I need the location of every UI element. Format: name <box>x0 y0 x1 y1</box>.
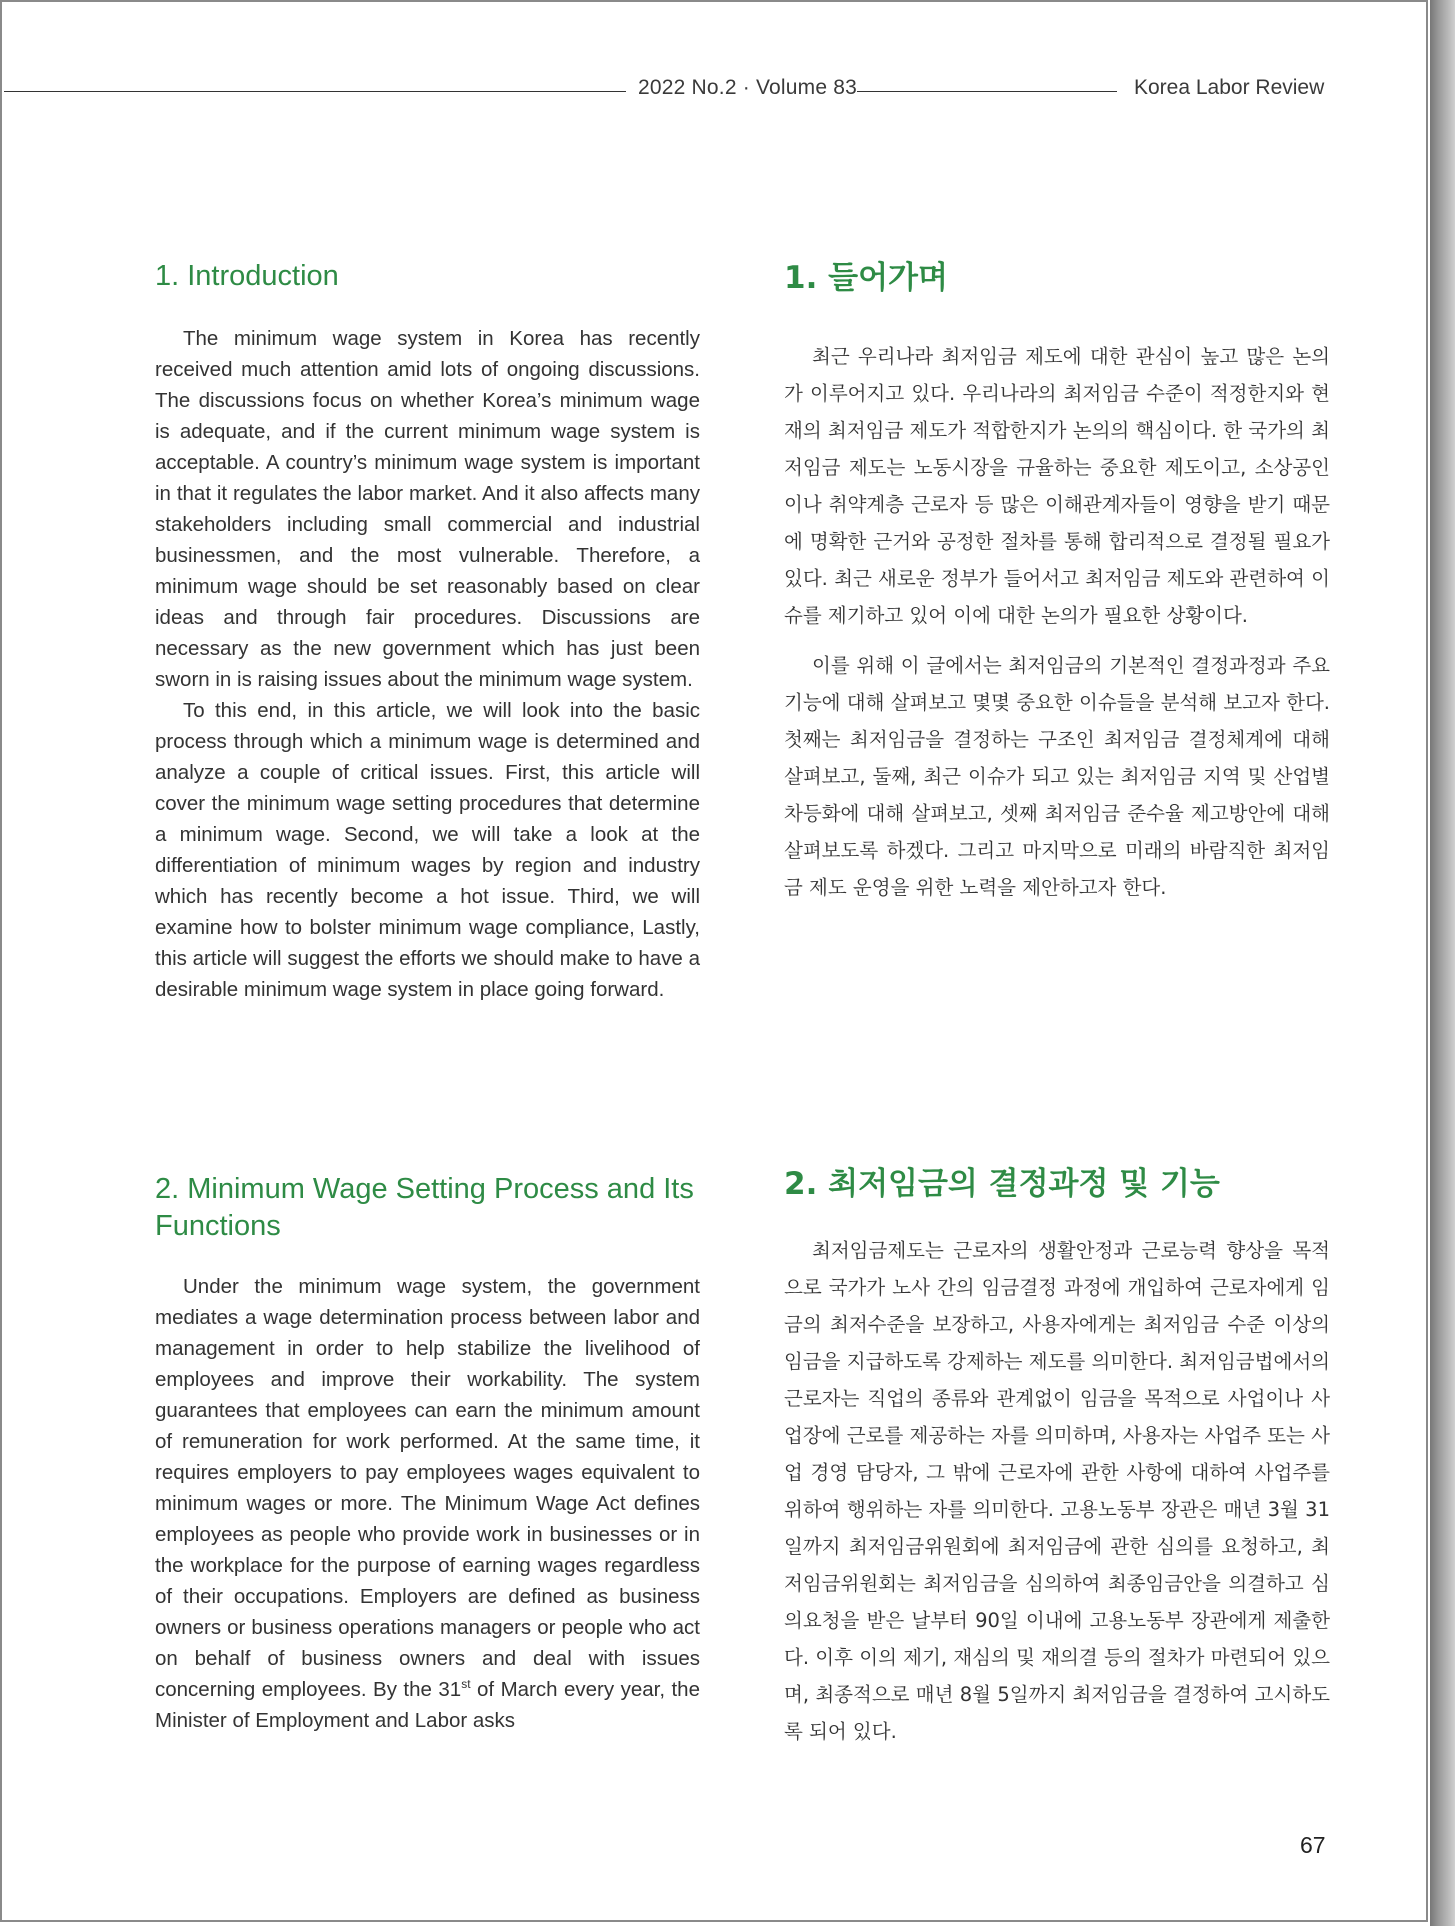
issue-info: 2022 No.2 · Volume 83 <box>638 76 858 99</box>
header-rule-left <box>4 91 626 92</box>
ordinal-suffix: st <box>461 1677 471 1692</box>
english-section-introduction <box>155 258 700 1005</box>
paragraph: The minimum wage system in Korea has recently received much attention amid lots of ongoing discussions. The discussions focus on whether Korea’s minimum wage is adequate, and if the current minimum wage system is acceptable. A country’s minimum wage system is important in that it regulates the labor market. And it also affects many stakeholders including small commercial and industrial businessmen, and the most vulnerable. Therefore, a minimum wage should be set reasonably based on clear ideas and through fair procedures. Discussions are necessary as the new government which has just been sworn in is raising issues about the minimum wage system. <box>155 327 700 691</box>
section-heading: 2. Minimum Wage Setting Process and Its Functions <box>155 1173 694 1242</box>
paragraph: 최저임금제도는 근로자의 생활안정과 근로능력 향상을 목적으로 국가가 노사 간의 임금결정 과정에 개입하여 근로자에게 임금의 최저수준을 보장하고, 사용자에게는 최저임금 수준 이상의 임금을 지급하도록 강제하는 제도를 의미한다. 최저임금법에서의 근로자는 직업의 종류와 관계없이 임금을 목적으로 사업이나 사업장에 근로를 제공하는 자를 의미하며, 사용자는 사업주 또는 사업 경영 담당자, 그 밖에 근로자에 관한 사항에 대하여 사업주를 위하여 행위하는 자를 의미한다. 고용노동부 장관은 매년 3월 31일까지 최저임금위원회에 최저임금에 관한 심의를 요청하고, 최저임금위원회는 최저임금을 심의하여 최종임금안을 의결하고 심의요청을 받은 날부터 90일 이내에 고용노동부 장관에게 제출한다. 이후 이의 제기, 재심의 및 재의결 등의 절차가 마련되어 있으며, 최종적으로 매년 8월 5일까지 최저임금을 결정하여 고시하도록 되어 있다. <box>784 1239 1330 1743</box>
paragraph: To this end, in this article, we will look into the basic process through which a minimum wage is determined and analyze a couple of critical issues. First, this article will cover the minimum wage setting procedures that determine a minimum wage. Second, we will take a look at the differentiation of minimum wages by region and industry which has recently become a hot issue. Third, we will examine how to bolster minimum wage compliance, Lastly, this article will suggest the efforts we should make to have a desirable minimum wage system in place going forward. <box>155 699 700 1001</box>
paragraph: 최근 우리나라 최저임금 제도에 대한 관심이 높고 많은 논의가 이루어지고 있다. 우리나라의 최저임금 수준이 적정한지와 현재의 최저임금 제도가 적합한지가 논의의 핵심이다. 한 국가의 최저임금 제도는 노동시장을 규율하는 중요한 제도이고, 소상공인이나 취약계층 근로자 등 많은 이해관계자들이 영향을 받기 때문에 명확한 근거와 공정한 절차를 통해 합리적으로 결정될 필요가 있다. 최근 새로운 정부가 들어서고 최저임금 제도와 관련하여 이슈를 제기하고 있어 이에 대한 논의가 필요한 상황이다. <box>784 345 1330 627</box>
english-section-minimum-wage-process <box>155 1171 700 1736</box>
section-heading: 2. 최저임금의 결정과정 및 기능 <box>784 1166 1220 1202</box>
section-heading: 1. Introduction <box>155 260 339 292</box>
journal-title: Korea Labor Review <box>1134 76 1325 99</box>
section-heading: 1. 들어가며 <box>784 260 948 296</box>
running-header <box>2 76 1332 106</box>
paragraph-text: of March every year, the Minister of Employment and Labor asks <box>155 1678 700 1732</box>
korean-section-minimum-wage-process <box>784 1164 1330 1750</box>
page-edge-shadow <box>1430 0 1455 1926</box>
paragraph: 이를 위해 이 글에서는 최저임금의 기본적인 결정과정과 주요 기능에 대해 살펴보고 몇몇 중요한 이슈들을 분석해 보고자 한다. 첫째는 최저임금을 결정하는 구조인 최저임금 결정체계에 대해 살펴보고, 둘째, 최근 이슈가 되고 있는 최저임금 지역 및 산업별 차등화에 대해 살펴보고, 셋째 최저임금 준수율 제고방안에 대해 살펴보도록 하겠다. 그리고 마지막으로 미래의 바람직한 최저임금 제도 운영을 위한 노력을 제안하고자 한다. <box>784 654 1330 899</box>
header-rule-right <box>857 91 1117 92</box>
korean-section-introduction <box>784 258 1330 906</box>
paragraph <box>155 1271 700 1736</box>
page-number: 67 <box>1300 1832 1326 1858</box>
paragraph-text: Under the minimum wage system, the government mediates a wage determination process between labor and management in order to help stabilize the livelihood of employees and improve their workability. The system guarantees that employees can earn the minimum amount of remuneration for work performed. At the same time, it requires employers to pay employees wages equivalent to minimum wages or more. The Minimum Wage Act defines employees as people who provide work in businesses or in the workplace for the purpose of earning wages regardless of their occupations. Employers are defined as business owners or business operations managers or people who act on behalf of business owners and deal with issues concerning employees. By the 31 <box>155 1275 700 1701</box>
